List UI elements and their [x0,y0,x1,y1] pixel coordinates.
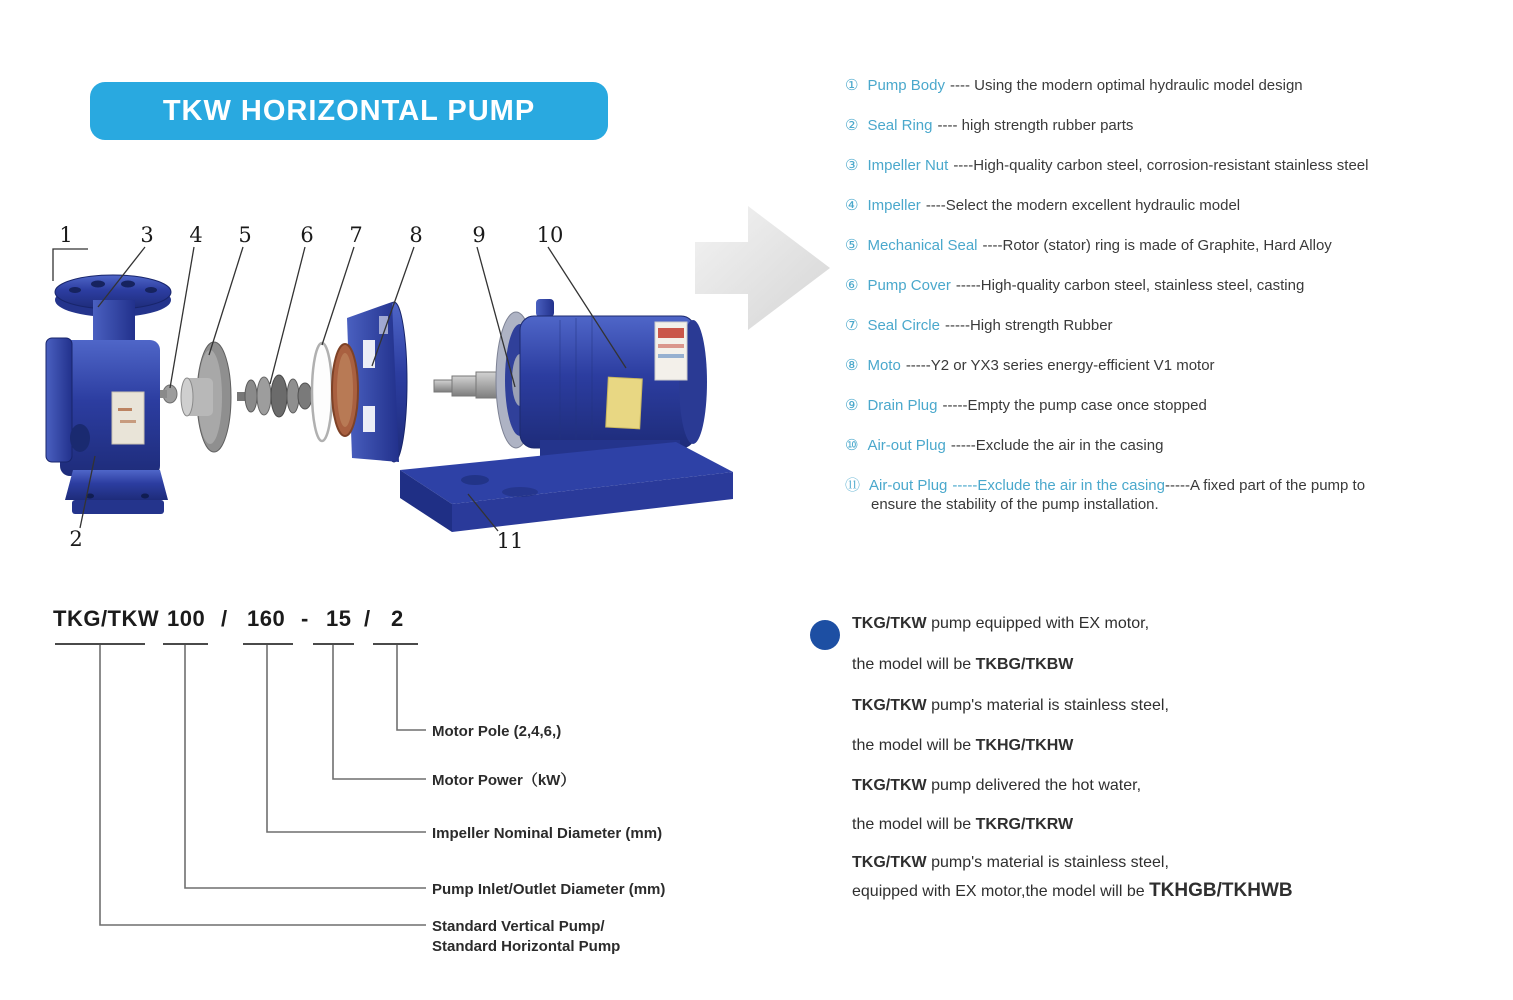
label-motor-pole: Motor Pole (2,4,6,) [432,723,562,740]
callout-10: 10 [536,223,564,247]
pump-exploded-diagram [30,215,790,565]
note-line: equipped with EX motor,the model will be TKHGB/TKHWB [852,880,1293,901]
model-code-inlet: 100 [167,606,206,631]
part-name: Drain Plug [867,397,938,414]
parts-list-item [845,116,1493,135]
parts-list-item [845,436,1493,455]
callout-1: 1 [59,223,73,247]
circled-number-icon: ⑨ [845,396,859,414]
impeller-nut-illustration [160,385,177,403]
circled-number-icon: ⑦ [845,316,859,334]
mechanical-seal-illustration [237,375,312,417]
part-name: Pump Body [867,77,945,94]
part-name: Air-out Plug [869,477,948,494]
model-code-dash: - [301,606,309,631]
label-pump-type-line1: Standard Vertical Pump/ [432,918,605,935]
part-description: ---- high strength rubber parts [937,117,1134,134]
part-description: ----High-quality carbon steel, corrosion-resistant stainless steel [953,157,1369,174]
parts-list-item [845,476,1493,514]
callout-7: 7 [349,223,363,247]
model-code-connectors [40,640,740,970]
part-description: ----Select the modern excellent hydraulic model [925,197,1241,214]
pump-cover-illustration [332,302,407,462]
motor-illustration [434,299,707,458]
circled-number-icon: ④ [845,196,859,214]
parts-list-item [845,396,1493,415]
part-description-blue: -----Exclude the air in the casing [952,477,1165,494]
impeller-illustration [181,342,231,452]
callout-8: 8 [409,223,423,247]
callout-6: 6 [300,223,314,247]
part-name: Impeller [867,197,921,214]
part-name: Pump Cover [867,277,951,294]
model-code-slash-1: / [221,606,228,631]
model-code-impeller: 160 [247,606,286,631]
label-inlet-outlet: Pump Inlet/Outlet Diameter (mm) [432,881,666,898]
model-code-series: TKG/TKW [53,606,160,631]
part-description: -----Y2 or YX3 series energy-efficient V1 motor [905,357,1215,374]
part-description: -----High strength Rubber [944,317,1113,334]
page-title: TKW HORIZONTAL PUMP [162,94,536,127]
part-description: -----Empty the pump case once stopped [942,397,1207,414]
parts-list-item [845,196,1493,215]
parts-list-item [845,356,1493,375]
part-description: ---- Using the modern optimal hydraulic model design [950,77,1303,94]
part-description: -----A fixed part of the pump to [1164,477,1366,494]
callout-11: 11 [496,529,524,553]
circled-number-icon: ⑪ [845,476,861,494]
note-line: TKG/TKW pump delivered the hot water, [852,777,1142,794]
circled-number-icon: ② [845,116,859,134]
parts-list-item [845,316,1493,335]
note-line: the model will be TKRG/TKRW [852,816,1074,833]
parts-list-item [845,156,1493,175]
part-description: -----High-quality carbon steel, stainless steel, casting [955,277,1305,294]
parts-list-item [845,276,1493,295]
part-name: Moto [867,357,901,374]
part-name: Impeller Nut [867,157,949,174]
parts-list-item [845,76,1493,95]
label-impeller-diameter: Impeller Nominal Diameter (mm) [432,825,663,842]
circled-number-icon: ⑤ [845,236,859,254]
model-code-pole: 2 [391,606,404,631]
parts-list [845,76,1493,535]
note-line: TKG/TKW pump's material is stainless steel, [852,697,1169,714]
part-description-line2: ensure the stability of the pump installation. [871,496,1159,513]
base-illustration [400,442,733,532]
note-line: TKG/TKW pump equipped with EX motor, [852,615,1150,632]
model-code-slash-2: / [364,606,371,631]
callout-3: 3 [140,223,154,247]
parts-list-item [845,236,1493,255]
part-name: Seal Circle [867,317,940,334]
part-description: ----Rotor (stator) ring is made of Graphite, Hard Alloy [982,237,1332,254]
callout-9: 9 [472,223,486,247]
pump-body-illustration [46,275,171,514]
circled-number-icon: ① [845,76,859,94]
part-name: Mechanical Seal [867,237,978,254]
part-name: Air-out Plug [867,437,946,454]
circled-number-icon: ③ [845,156,859,174]
part-description: -----Exclude the air in the casing [950,437,1164,454]
model-variant-notes [810,614,1500,901]
model-code-power: 15 [326,606,352,631]
callout-2: 2 [69,527,83,551]
circled-number-icon: ⑩ [845,436,859,454]
note-line: the model will be TKHG/TKHW [852,737,1074,754]
label-motor-power: Motor Power（kW） [432,772,576,789]
title-banner [90,82,608,140]
note-line: the model will be TKBG/TKBW [852,656,1074,673]
label-pump-type [432,917,620,957]
arrow-right-icon [690,198,840,338]
part-name: Seal Ring [867,117,933,134]
circled-number-icon: ⑧ [845,356,859,374]
callout-5: 5 [238,223,252,247]
callout-4: 4 [189,223,203,247]
note-line: TKG/TKW pump's material is stainless steel, [852,854,1169,871]
circled-number-icon: ⑥ [845,276,859,294]
seal-circle-illustration [312,343,332,441]
label-pump-type-line2: Standard Horizontal Pump [432,938,621,955]
bullet-circle-icon [810,620,840,650]
